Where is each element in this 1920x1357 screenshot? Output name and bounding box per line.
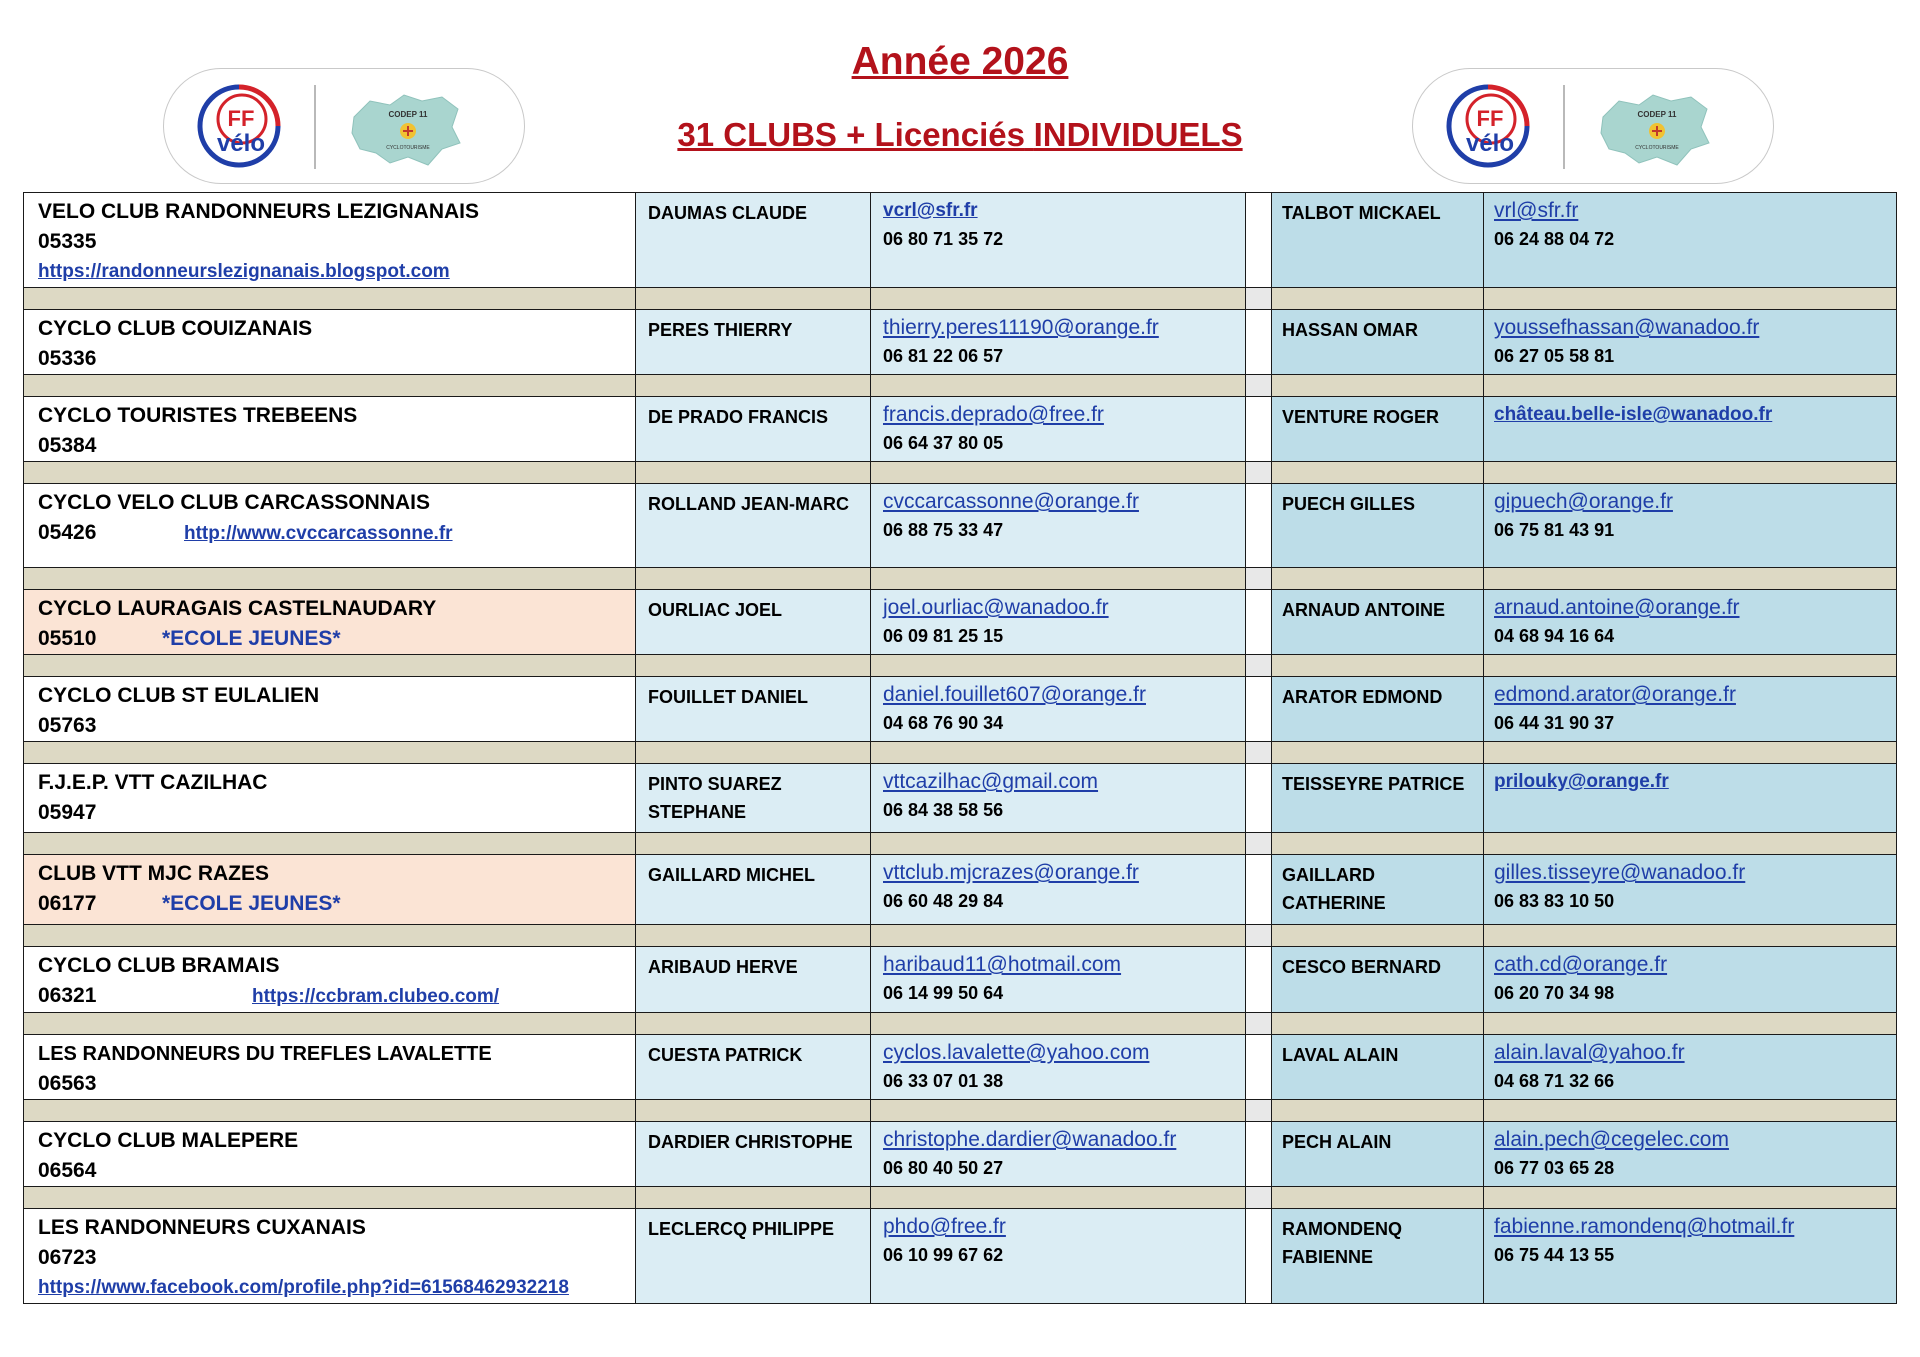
contact-phone: 06 75 81 43 91 [1494,520,1615,540]
separator-cell [1246,397,1272,462]
separator-cell [1246,764,1272,833]
contact-cell [1272,1122,1484,1187]
club-name: CLUB VTT MJC RAZES [38,862,269,885]
club-number: 05336 [38,347,97,370]
separator-cell [1246,1209,1272,1304]
contact-phone: 06 27 05 58 81 [1494,346,1615,366]
president-cell [636,1122,871,1187]
president-phone: 06 64 37 80 05 [883,433,1004,453]
contact-email-link[interactable]: edmond.arator@orange.fr [1494,683,1736,706]
president-cell [636,397,871,462]
club-number: 05384 [38,434,97,457]
row-spacer [24,655,1897,677]
svg-text:CYCLOTOURISME: CYCLOTOURISME [1635,145,1679,151]
contact-details-cell [1484,677,1897,742]
school-badge: *ECOLE JEUNES* [162,892,341,915]
president-name: OURLIAC JOEL [648,600,783,620]
president-contact-cell [871,947,1246,1013]
separator-cell [1246,855,1272,925]
separator-cell [1246,1122,1272,1187]
table-row [24,677,1897,742]
president-name: ARIBAUD HERVE [648,957,798,977]
separator-cell [1246,677,1272,742]
president-email-link[interactable]: christophe.dardier@wanadoo.fr [883,1128,1177,1151]
contact-details-cell [1484,855,1897,925]
ff-velo-icon [196,83,282,169]
president-cell [636,855,871,925]
page-title: Année 2026 [851,40,1069,83]
contact-cell [1272,947,1484,1013]
club-name: VELO CLUB RANDONNEURS LEZIGNANAIS [38,200,480,223]
president-contact-cell [871,855,1246,925]
contact-cell [1272,484,1484,568]
table-row [24,397,1897,462]
contact-details-cell [1484,484,1897,568]
contact-cell [1272,590,1484,655]
president-cell [636,947,871,1013]
club-number: 06723 [38,1246,97,1269]
president-contact-cell [871,1122,1246,1187]
president-contact-cell [871,193,1246,288]
club-cell [24,1209,636,1304]
aude-map-icon [346,87,466,171]
contact-cell [1272,764,1484,833]
president-phone: 06 09 81 25 15 [883,626,1004,646]
club-cell [24,855,636,925]
president-email-link[interactable]: vcrl@sfr.fr [883,200,978,221]
president-email-link[interactable]: daniel.fouillet607@orange.fr [883,683,1146,706]
contact-email-link[interactable]: château.belle-isle@wanadoo.fr [1494,404,1773,425]
club-cell [24,764,636,833]
president-contact-cell [871,590,1246,655]
president-phone: 06 80 40 50 27 [883,1158,1004,1178]
president-name: PERES THIERRY [648,320,793,340]
contact-phone: 06 24 88 04 72 [1494,229,1615,249]
president-contact-cell [871,677,1246,742]
contact-name: VENTURE ROGER [1282,407,1440,427]
contact-name: TALBOT MICKAEL [1282,203,1441,223]
contact-cell [1272,1035,1484,1100]
club-number: 05947 [38,801,97,824]
page-subtitle-individual: INDIVIDUELS [1033,116,1243,153]
svg-text:CYCLOTOURISME: CYCLOTOURISME [386,145,430,151]
contact-name: HASSAN OMAR [1282,320,1419,340]
contact-name: ARNAUD ANTOINE [1282,600,1446,620]
table-row [24,1122,1897,1187]
aude-map-icon [1595,87,1715,171]
clubs-table [23,192,1897,1304]
logo-separator [314,85,316,169]
club-website-link[interactable]: https://randonneurslezignanais.blogspot.com [38,261,450,282]
president-cell [636,1035,871,1100]
club-name: CYCLO CLUB ST EULALIEN [38,684,320,707]
club-cell [24,947,636,1013]
contact-phone: 04 68 71 32 66 [1494,1071,1615,1091]
contact-email-link[interactable]: gipuech@orange.fr [1494,490,1673,513]
logo-right [1412,68,1774,184]
club-number: 06177 [38,892,97,915]
club-name: CYCLO CLUB COUIZANAIS [38,317,313,340]
contact-name: CESCO BERNARD [1282,957,1442,977]
contact-name: GAILLARD CATHERINE [1282,865,1386,913]
president-phone: 06 88 75 33 47 [883,520,1004,540]
president-phone: 06 84 38 58 56 [883,800,1004,820]
club-cell [24,1122,636,1187]
president-name: CUESTA PATRICK [648,1045,803,1065]
svg-text:CODEP 11: CODEP 11 [1637,110,1677,119]
club-website-link[interactable]: https://www.facebook.com/profile.php?id=61568462932218 [38,1277,569,1298]
club-name: LES RANDONNEURS DU TREFLES LAVALETTE [38,1043,492,1065]
svg-text:vélo: vélo [1465,130,1515,157]
logo-separator [1563,85,1565,169]
contact-name: TEISSEYRE PATRICE [1282,774,1465,794]
contact-email-link[interactable]: cath.cd@orange.fr [1494,953,1668,976]
school-badge: *ECOLE JEUNES* [162,627,341,650]
president-phone: 06 80 71 35 72 [883,229,1004,249]
president-contact-cell [871,484,1246,568]
president-cell [636,677,871,742]
row-spacer [24,1100,1897,1122]
president-email-link[interactable]: francis.deprado@free.fr [883,403,1104,426]
contact-email-link[interactable]: gilles.tisseyre@wanadoo.fr [1494,861,1746,884]
contact-email-link[interactable]: vrl@sfr.fr [1494,199,1579,222]
contact-phone: 06 83 83 10 50 [1494,891,1615,911]
contact-phone: 06 75 44 13 55 [1494,1245,1615,1265]
club-name: CYCLO CLUB MALEPERE [38,1129,299,1152]
contact-cell [1272,677,1484,742]
table-row [24,310,1897,375]
row-spacer [24,462,1897,484]
contact-cell [1272,310,1484,375]
president-cell [636,310,871,375]
contact-name: PUECH GILLES [1282,494,1416,514]
president-email-link[interactable]: cyclos.lavalette@yahoo.com [883,1041,1150,1064]
row-spacer [24,375,1897,397]
contact-details-cell [1484,1209,1897,1304]
separator-cell [1246,193,1272,288]
club-cell [24,310,636,375]
contact-cell [1272,855,1484,925]
separator-cell [1246,310,1272,375]
president-contact-cell [871,1209,1246,1304]
table-row [24,1209,1897,1304]
club-name: CYCLO CLUB BRAMAIS [38,954,280,977]
ff-velo-icon [1445,83,1531,169]
club-number: 05510 [38,627,97,650]
table-row [24,764,1897,833]
president-cell [636,764,871,833]
president-phone: 06 14 99 50 64 [883,983,1004,1003]
table-row [24,193,1897,288]
president-cell [636,193,871,288]
contact-name: RAMONDENQ FABIENNE [1282,1219,1402,1267]
table-row [24,947,1897,1013]
club-name: F.J.E.P. VTT CAZILHAC [38,771,268,794]
row-spacer [24,925,1897,947]
clubs-table-body [24,193,1897,1304]
separator-cell [1246,484,1272,568]
contact-details-cell [1484,1035,1897,1100]
contact-details-cell [1484,310,1897,375]
club-number: 06563 [38,1072,97,1095]
president-name: DAUMAS CLAUDE [648,203,807,223]
club-website-link[interactable]: http://www.cvccarcassonne.fr [184,523,453,544]
president-name: GAILLARD MICHEL [648,865,815,885]
club-name: CYCLO TOURISTES TREBEENS [38,404,358,427]
president-email-link[interactable]: phdo@free.fr [883,1215,1006,1238]
club-number: 06321 [38,984,97,1007]
svg-text:FF: FF [1476,106,1504,131]
page-subtitle-main: 31 CLUBS + Licenciés [677,116,1025,153]
president-cell [636,1209,871,1304]
contact-email-link[interactable]: arnaud.antoine@orange.fr [1494,596,1740,619]
club-cell [24,397,636,462]
contact-phone: 06 77 03 65 28 [1494,1158,1615,1178]
contact-details-cell [1484,764,1897,833]
row-spacer [24,742,1897,764]
president-cell [636,484,871,568]
row-spacer [24,568,1897,590]
contact-phone: 04 68 94 16 64 [1494,626,1615,646]
separator-cell [1246,590,1272,655]
president-email-link[interactable]: joel.ourliac@wanadoo.fr [883,596,1109,619]
contact-phone: 06 44 31 90 37 [1494,713,1615,733]
president-contact-cell [871,310,1246,375]
table-row [24,855,1897,925]
president-contact-cell [871,764,1246,833]
row-spacer [24,1187,1897,1209]
club-cell [24,1035,636,1100]
contact-phone: 06 20 70 34 98 [1494,983,1615,1003]
club-name: CYCLO LAURAGAIS CASTELNAUDARY [38,597,437,620]
club-name: CYCLO VELO CLUB CARCASSONNAIS [38,491,431,514]
president-name: DARDIER CHRISTOPHE [648,1132,853,1152]
president-name: PINTO SUAREZ STEPHANE [648,774,782,822]
contact-name: PECH ALAIN [1282,1132,1392,1152]
president-name: FOUILLET DANIEL [648,687,808,707]
president-email-link[interactable]: vttcazilhac@gmail.com [883,770,1099,793]
table-row [24,1035,1897,1100]
president-contact-cell [871,1035,1246,1100]
president-phone: 06 10 99 67 62 [883,1245,1004,1265]
contact-details-cell [1484,590,1897,655]
row-spacer [24,1013,1897,1035]
club-cell [24,193,636,288]
club-number: 05335 [38,230,97,253]
president-contact-cell [871,397,1246,462]
contact-name: LAVAL ALAIN [1282,1045,1399,1065]
president-phone: 06 60 48 29 84 [883,891,1004,911]
contact-email-link[interactable]: alain.pech@cegelec.com [1494,1128,1729,1151]
table-row [24,590,1897,655]
club-number: 05426 [38,521,97,544]
contact-email-link[interactable]: prilouky@orange.fr [1494,771,1669,792]
club-cell [24,590,636,655]
club-cell [24,677,636,742]
svg-text:FF: FF [227,106,255,131]
club-website-link[interactable]: https://ccbram.clubeo.com/ [252,986,500,1007]
president-cell [636,590,871,655]
president-name: DE PRADO FRANCIS [648,407,829,427]
contact-name: ARATOR EDMOND [1282,687,1443,707]
president-phone: 06 81 22 06 57 [883,346,1004,366]
president-phone: 06 33 07 01 38 [883,1071,1004,1091]
president-email-link[interactable]: cvccarcassonne@orange.fr [883,490,1139,513]
table-row [24,484,1897,568]
president-email-link[interactable]: vttclub.mjcrazes@orange.fr [883,861,1139,884]
svg-text:CODEP 11: CODEP 11 [388,110,428,119]
contact-email-link[interactable]: alain.laval@yahoo.fr [1494,1041,1685,1064]
row-spacer [24,288,1897,310]
president-email-link[interactable]: haribaud11@hotmail.com [883,953,1122,976]
contact-email-link[interactable]: youssefhassan@wanadoo.fr [1494,316,1760,339]
contact-details-cell [1484,947,1897,1013]
contact-details-cell [1484,397,1897,462]
svg-text:vélo: vélo [216,130,266,157]
president-name: ROLLAND JEAN-MARC [648,494,849,514]
club-name: LES RANDONNEURS CUXANAIS [38,1216,366,1239]
club-cell [24,484,636,568]
president-email-link[interactable]: thierry.peres11190@orange.fr [883,316,1159,339]
contact-details-cell [1484,1122,1897,1187]
president-phone: 04 68 76 90 34 [883,713,1004,733]
club-number: 06564 [38,1159,97,1182]
president-name: LECLERCQ PHILIPPE [648,1219,835,1239]
contact-cell [1272,397,1484,462]
row-spacer [24,833,1897,855]
contact-cell [1272,1209,1484,1304]
separator-cell [1246,947,1272,1013]
separator-cell [1246,1035,1272,1100]
contact-details-cell [1484,193,1897,288]
club-number: 05763 [38,714,97,737]
logo-left [163,68,525,184]
contact-cell [1272,193,1484,288]
contact-email-link[interactable]: fabienne.ramondenq@hotmail.fr [1494,1215,1795,1238]
